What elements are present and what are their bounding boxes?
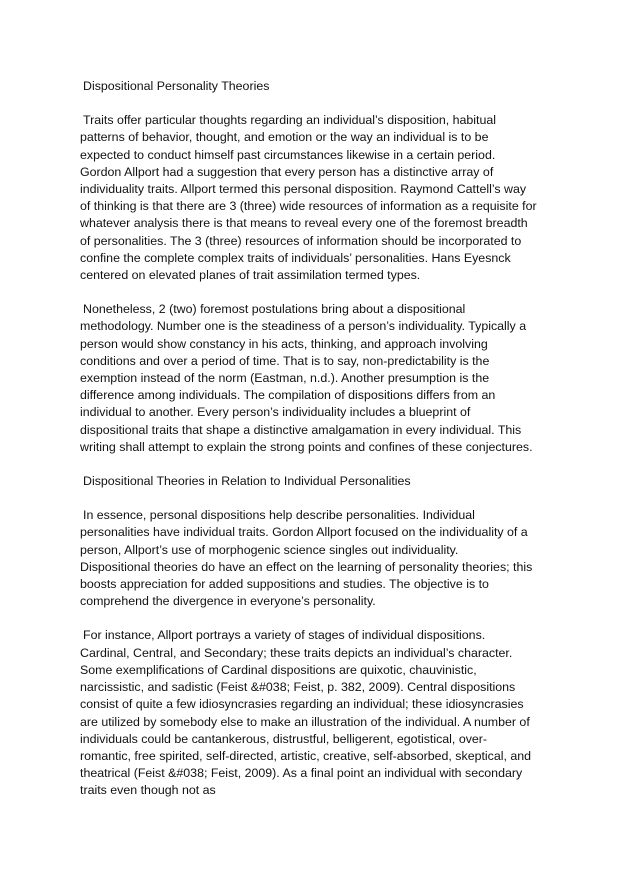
paragraph-line: of thinking is that there are 3 (three) wide resources of information as a requisite for — [80, 199, 537, 214]
paragraph-line: consist of quite a few idiosyncrasies regarding an individual; these idiosyncrasies — [80, 697, 524, 712]
paragraph-line: methodology. Number one is the steadiness of a person’s individuality. Typically a — [80, 319, 527, 334]
paragraph-line: are utilized by somebody else to make an illustration of the individual. A number of — [80, 714, 530, 729]
paragraph-line: personalities have individual traits. Gordon Allport focused on the individuality of a — [80, 525, 528, 540]
section-heading — [83, 78, 580, 95]
paragraph-line: Dispositional theories do have an effect on the learning of personality theories; this — [80, 559, 533, 574]
paragraph-line: writing shall attempt to explain the strong points and confines of these conjectures. — [80, 439, 533, 454]
paragraph-line: expected to conduct himself past circumstances likewise in a certain period. — [80, 147, 496, 162]
paragraph-line: exemption instead of the norm (Eastman, n.d.). Another presumption is the — [80, 371, 490, 386]
paragraph-line: For instance, Allport portrays a variety of stages of individual dispositions. — [83, 628, 486, 643]
paragraph-line: individuality traits. Allport termed this personal disposition. Raymond Cattell’s way — [80, 182, 527, 197]
paragraph-line: dispositional traits that shape a distinctive amalgamation in every individual. This — [80, 422, 522, 437]
paragraph-line: Nonetheless, 2 (two) foremost postulations bring about a dispositional — [83, 302, 466, 317]
paragraph-line: whatever analysis there is that means to reveal every one of the foremost breadth — [80, 216, 528, 231]
paragraph-line: In essence, personal dispositions help describe personalities. Individual — [83, 508, 475, 523]
paragraph-line: narcissistic, and sadistic (Feist &#038; Feist, p. 382, 2009). Central dispositions — [80, 680, 516, 695]
paragraph-line: boosts appreciation for added suppositions and studies. The objective is to — [80, 577, 489, 592]
paragraph-line: confine the complete complex traits of individuals’ personalities. Hans Eyesnck — [80, 250, 511, 265]
paragraph-line: Gordon Allport had a suggestion that every person has a distinctive array of — [80, 164, 494, 179]
paragraph — [80, 301, 580, 456]
paragraph-line: romantic, free spirited, self-directed, artistic, creative, self-absorbed, skeptical, and — [80, 748, 532, 763]
section-heading — [83, 473, 580, 490]
paragraph-line: person, Allport’s use of morphogenic science singles out individuality. — [80, 542, 459, 557]
paragraph — [80, 627, 580, 799]
paragraph-line: person would show constancy in his acts, thinking, and approach involving — [80, 336, 488, 351]
paragraph-line: of personalities. The 3 (three) resources of information should be incorporated to — [80, 233, 522, 248]
paragraph-line: conditions and over a period of time. That is to say, non-predictability is the — [80, 353, 490, 368]
heading-line: Dispositional Theories in Relation to Individual Personalities — [83, 474, 411, 489]
paragraph-line: traits even though not as — [80, 783, 216, 798]
paragraph-line: individual to another. Every person’s individuality includes a blueprint of — [80, 405, 471, 420]
document-body — [80, 78, 580, 817]
paragraph-line: Some exemplifications of Cardinal dispositions are quixotic, chauvinistic, — [80, 662, 477, 677]
paragraph — [80, 507, 580, 610]
heading-line: Dispositional Personality Theories — [83, 79, 270, 93]
paragraph-line: difference among individuals. The compilation of dispositions differs from an — [80, 388, 496, 403]
paragraph-line: centered on elevated planes of trait assimilation termed types. — [80, 268, 421, 283]
paragraph-line: patterns of behavior, thought, and emotion or the way an individual is to be — [80, 130, 489, 145]
paragraph-line: Traits offer particular thoughts regarding an individual’s disposition, habitual — [83, 113, 497, 128]
paragraph-line: theatrical (Feist &#038; Feist, 2009). As a final point an individual with secondary — [80, 766, 523, 781]
paragraph-line: individuals could be cantankerous, distrustful, belligerent, egotistical, over- — [80, 731, 488, 746]
paragraph-line: Cardinal, Central, and Secondary; these traits depicts an individual’s character. — [80, 645, 513, 660]
paragraph — [80, 112, 580, 284]
paragraph-line: comprehend the divergence in everyone’s personality. — [80, 594, 376, 609]
